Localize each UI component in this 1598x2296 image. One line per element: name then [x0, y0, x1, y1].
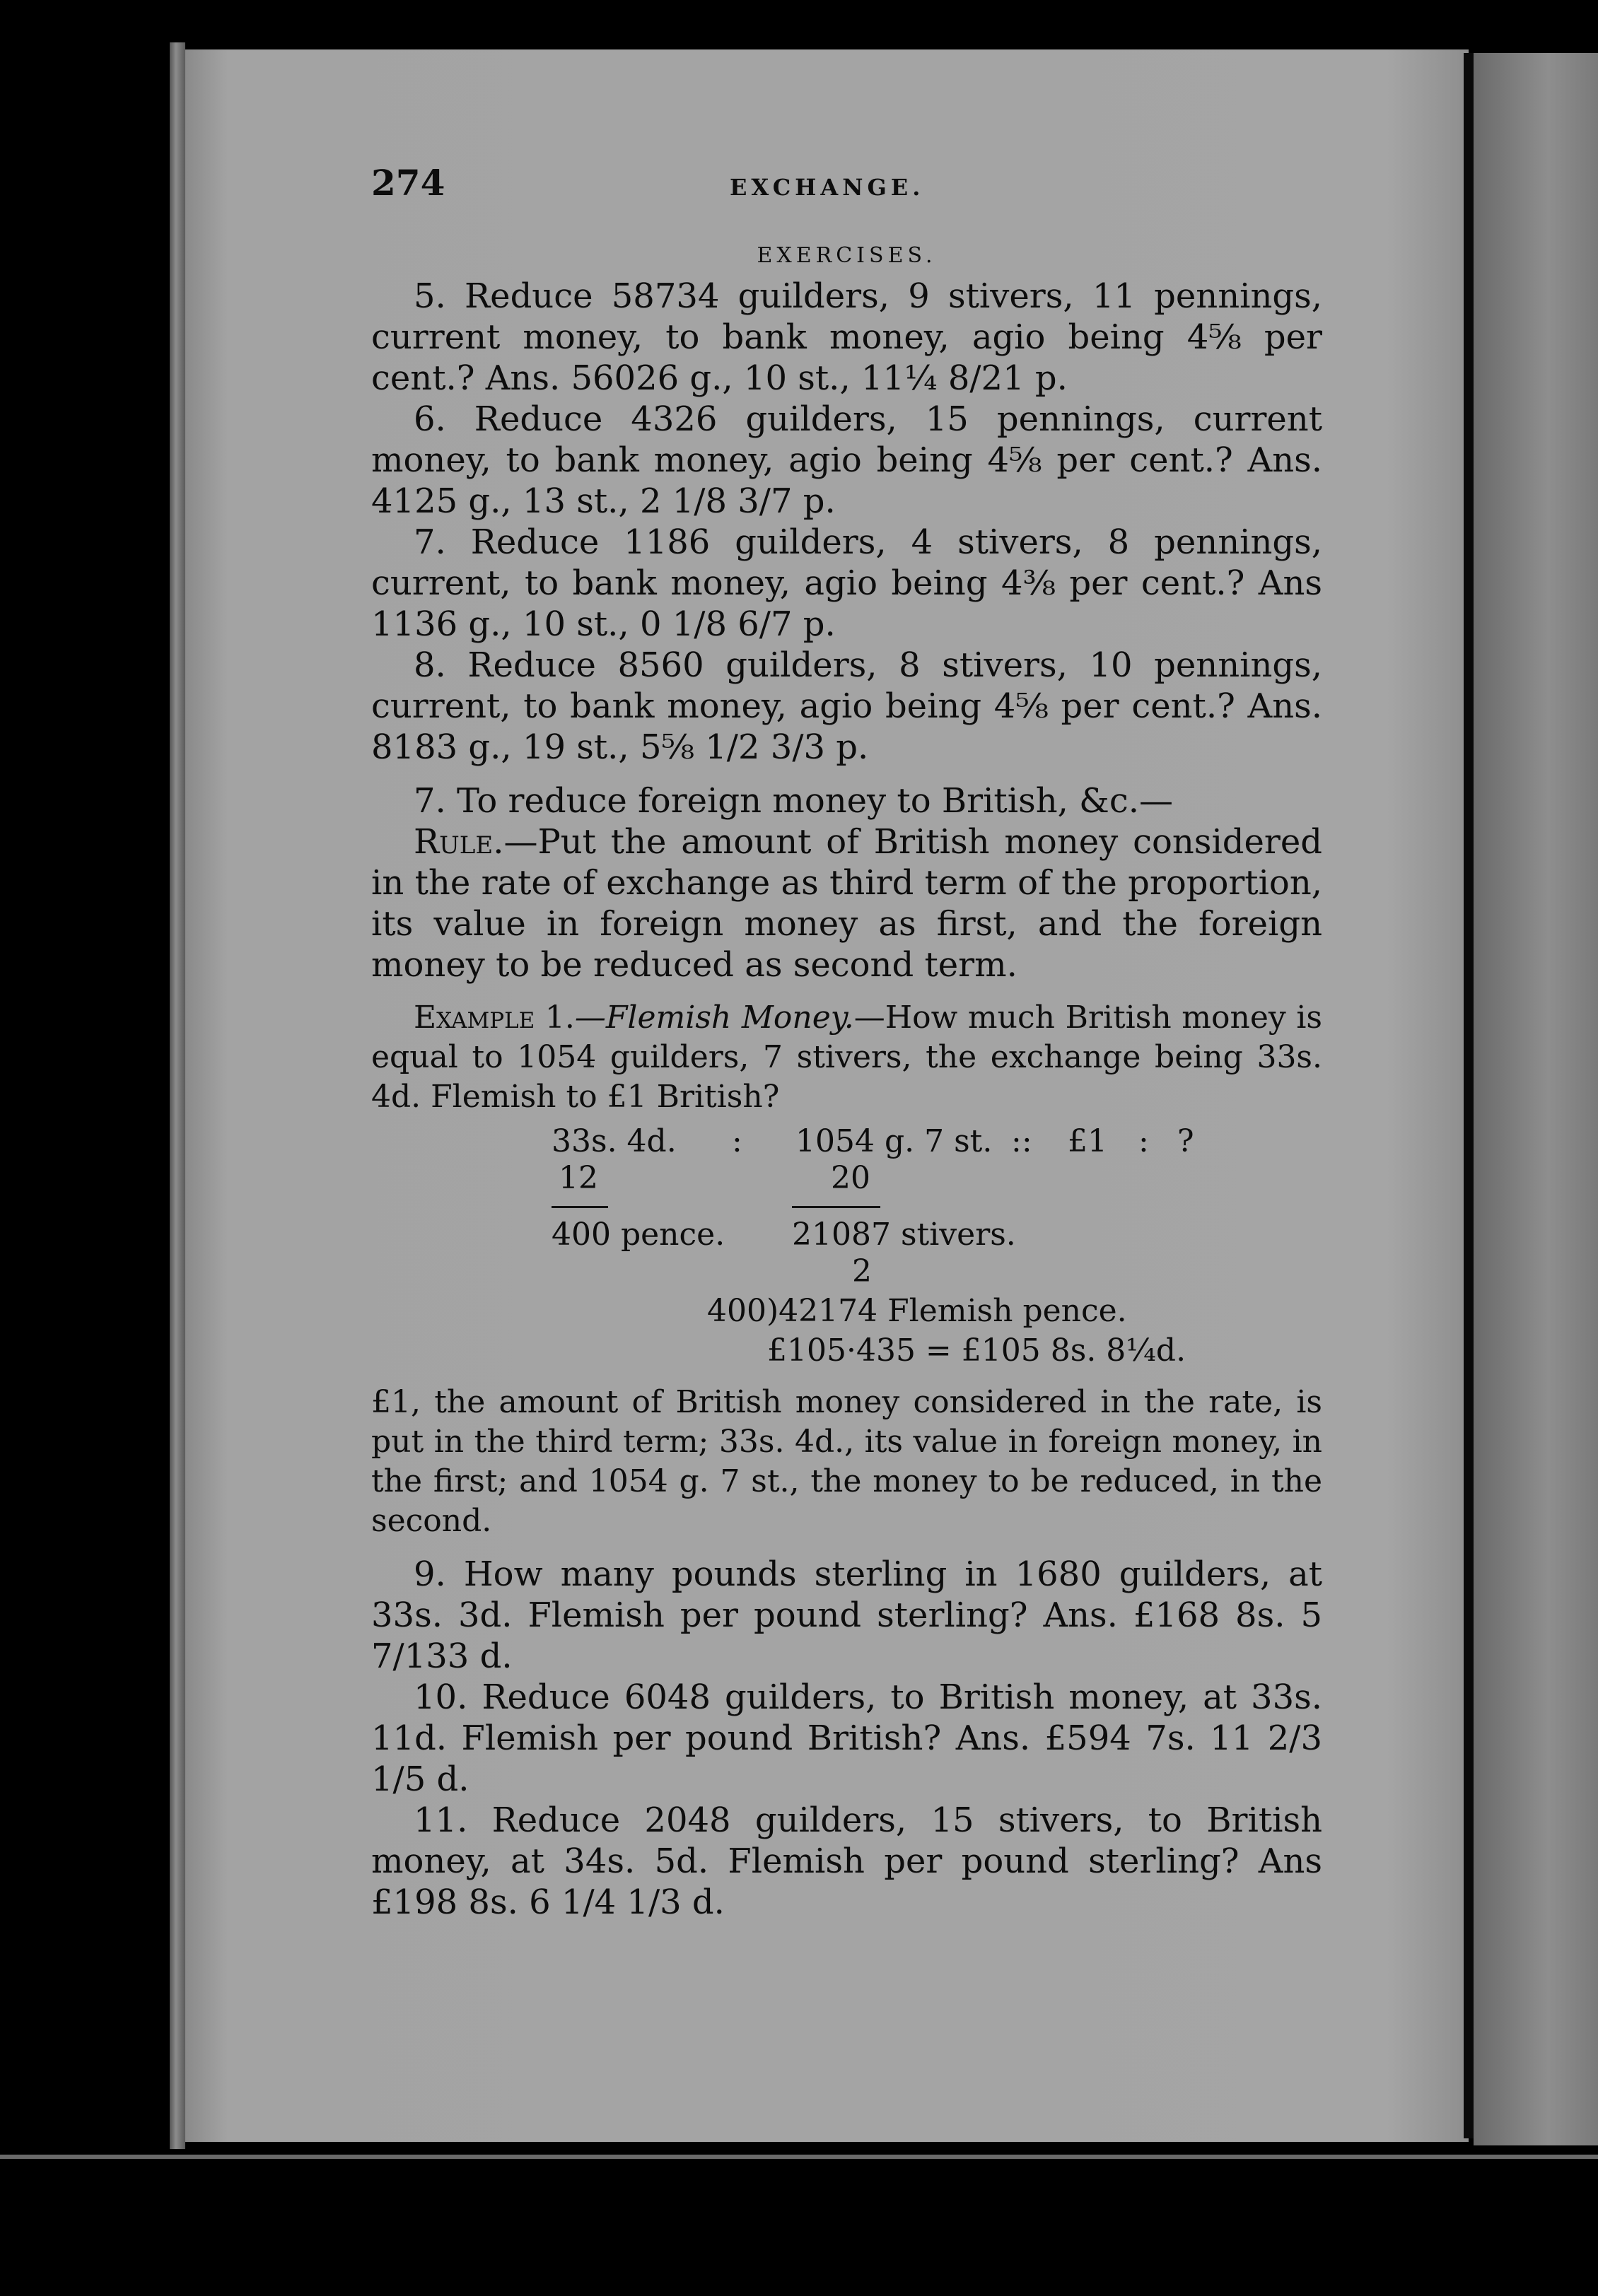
exercise-10: 10. Reduce 6048 guilders, to British money, at 33s. 11d. Flemish per pound British? Ans. £594 7s. 11 2/3 1/5 d. [371, 1677, 1322, 1799]
work-result: £105·435 = £105 8s. 8¼d. [767, 1332, 1186, 1369]
worked-calculation [371, 1121, 1322, 1376]
page-number: 274 [371, 162, 445, 204]
page-content [371, 163, 1322, 1923]
work-multiplier-20: 20 [831, 1160, 870, 1196]
section-title: EXERCISES. [757, 243, 937, 268]
work-first-term: 33s. 4d. [552, 1123, 677, 1159]
work-multiplier-12: 12 [559, 1160, 598, 1196]
book-binding-left [170, 42, 185, 2149]
exercise-7: 7. Reduce 1186 guilders, 4 stivers, 8 pennings, current, to bank money, agio being 4⅜ per cent.? Ans 1136 g., 10 st., 0 1/8 6/7 p. [371, 522, 1322, 644]
example-text: —How much British money is equal to 1054 guilders, 7 stivers, the exchange being 33s. 4d. Flemish to £1 British? [371, 1000, 1322, 1115]
rule-heading: 7. To reduce foreign money to British, &c.— [414, 781, 1173, 821]
work-multiplier-2: 2 [852, 1253, 872, 1289]
work-unknown: ? [1177, 1123, 1194, 1159]
rule-text: —Put the amount of British money considered in the rate of exchange as third term of the proportion, its value in foreign money as first, and the foreign money to be reduced as second term. [371, 822, 1322, 985]
work-rule-1 [552, 1206, 608, 1208]
facing-page-edge [1474, 53, 1598, 2145]
exercise-5: 5. Reduce 58734 guilders, 9 stivers, 11 pennings, current money, to bank money, agio being 4⅝ per cent.? Ans. 56026 g., 10 st., 11¼ 8/21 p. [371, 276, 1322, 398]
work-division: 400)42174 Flemish pence. [707, 1293, 1127, 1329]
example-subject: —Flemish Money. [574, 1000, 854, 1036]
exercise-8: 8. Reduce 8560 guilders, 8 stivers, 10 pennings, current, to bank money, agio being 4⅝ per cent.? Ans. 8183 g., 19 st., 5⅝ 1/2 3/3 p. [371, 645, 1322, 767]
rule-label: Rule. [414, 822, 504, 862]
example-label: Example 1. [414, 1000, 575, 1036]
work-colon-2: : [1138, 1123, 1149, 1159]
exercise-9: 9. How many pounds sterling in 1680 guilders, at 33s. 3d. Flemish per pound sterling? Ans. £168 8s. 5 7/133 d. [371, 1554, 1322, 1676]
work-rule-2 [792, 1206, 880, 1208]
exercise-11: 11. Reduce 2048 guilders, 15 stivers, to British money, at 34s. 5d. Flemish per pound sterling? Ans £198 8s. 6 1/4 1/3 d. [371, 1800, 1322, 1922]
running-head-title: EXCHANGE. [730, 174, 925, 201]
running-head [371, 163, 1322, 208]
work-second-term: 1054 g. 7 st. [795, 1123, 993, 1159]
explanation-paragraph: £1, the amount of British money considered in the rate, is put in the third term; 33s. 4d., its value in foreign money, in the first; and 1054 g. 7 st., the money to be reduced, in the second. [371, 1384, 1322, 1539]
work-colon: : [732, 1123, 742, 1159]
rule-paragraph [371, 821, 1322, 985]
scan-bottom-edge [0, 2155, 1598, 2159]
work-third-term: £1 [1068, 1123, 1107, 1159]
work-400-pence: 400 pence. [552, 1217, 725, 1253]
work-21087-stivers: 21087 stivers. [792, 1217, 1016, 1253]
page-gutter-shadow [1464, 53, 1474, 2138]
example-paragraph [371, 998, 1322, 1117]
exercise-6: 6. Reduce 4326 guilders, 15 pennings, current money, to bank money, agio being 4⅝ per cent.? Ans. 4125 g., 13 st., 2 1/8 3/7 p. [371, 399, 1322, 521]
work-double-colon: :: [1011, 1123, 1032, 1159]
